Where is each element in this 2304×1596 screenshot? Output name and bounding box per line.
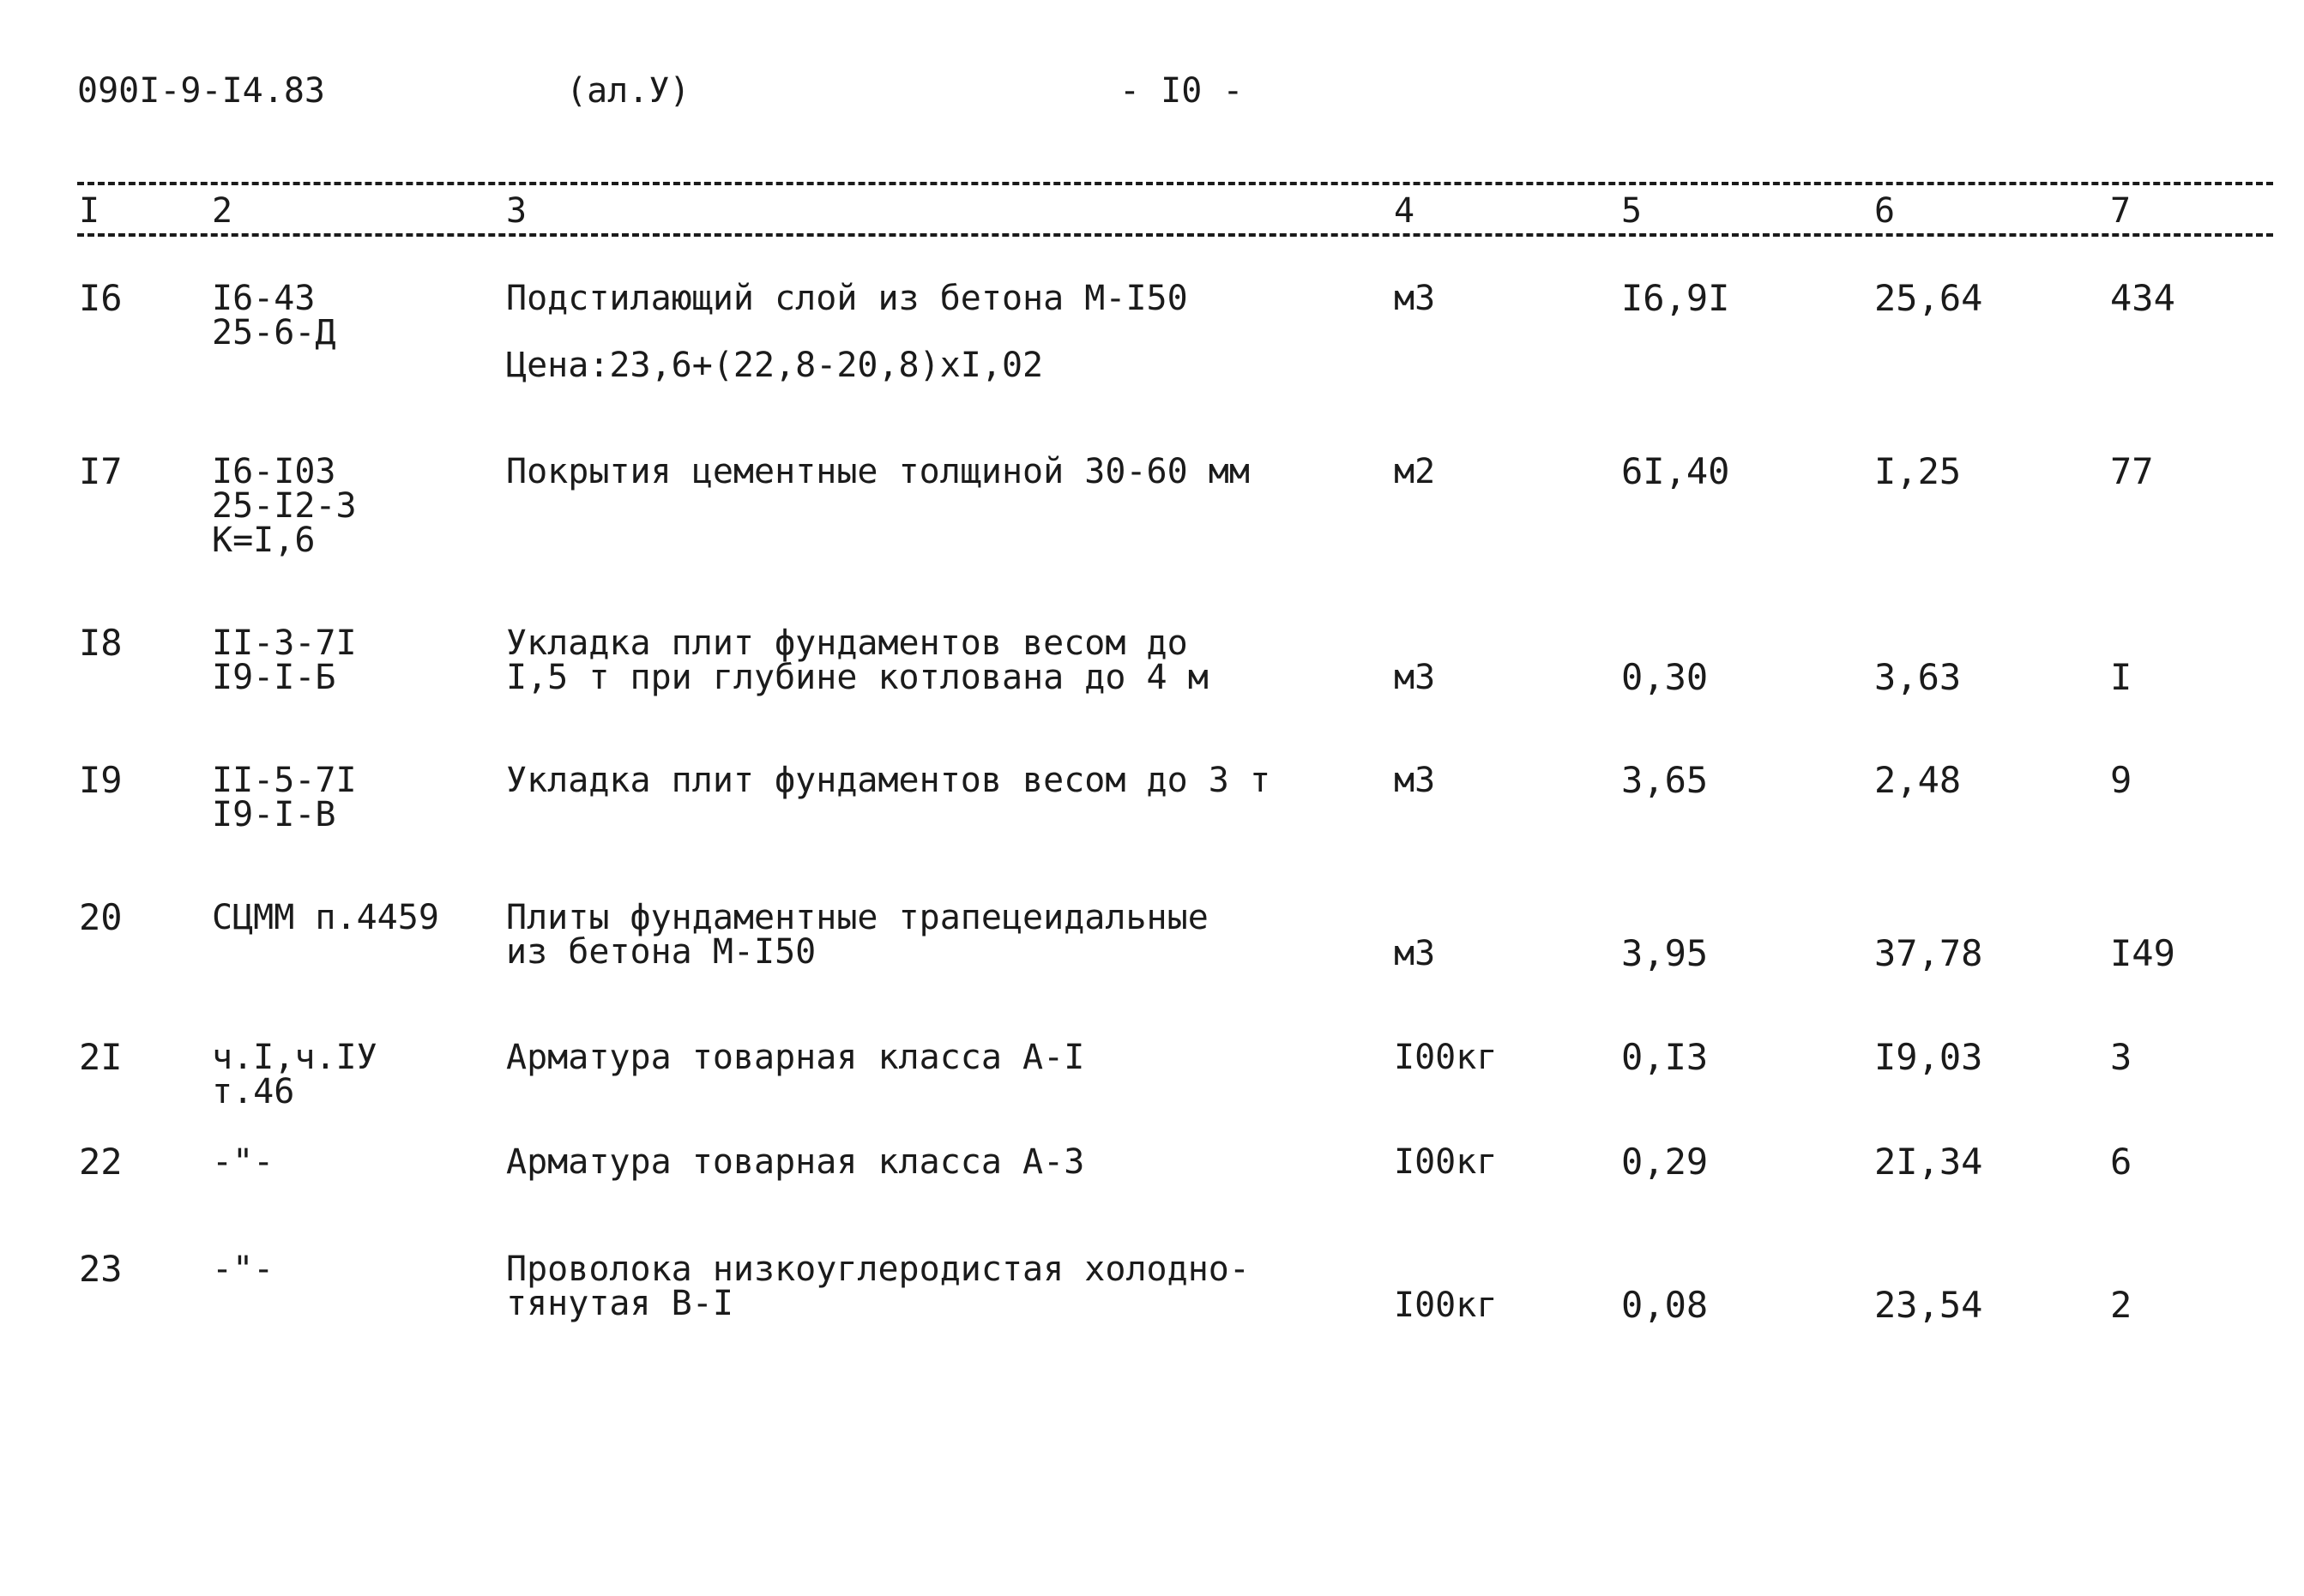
work-description: Арматура товарная класса А-I <box>506 1038 1085 1077</box>
total-cost: 9 <box>2110 759 2132 801</box>
unit-price: 23,54 <box>1874 1284 1983 1326</box>
row-number: 20 <box>79 896 123 938</box>
unit-price: 25,64 <box>1874 277 1983 319</box>
work-description: Плиты фундаментные трапецеидальные из бетона М-I50 <box>506 898 1209 972</box>
quantity: 6I,40 <box>1621 450 1730 492</box>
total-cost: 2 <box>2110 1284 2132 1326</box>
total-cost: 77 <box>2110 450 2154 492</box>
norm-code: I6-43 25-6-Д <box>212 279 336 352</box>
row-number: I7 <box>79 450 123 492</box>
quantity: 3,95 <box>1621 932 1709 974</box>
work-description: Арматура товарная класса А-3 <box>506 1142 1085 1182</box>
unit: м3 <box>1394 761 1436 800</box>
norm-code: II-5-7I I9-I-В <box>212 761 357 834</box>
norm-code: -"- <box>212 1142 274 1182</box>
unit: I00кг <box>1394 1142 1498 1182</box>
total-cost: 434 <box>2110 277 2175 319</box>
total-cost: 6 <box>2110 1141 2132 1183</box>
row-number: I8 <box>79 622 123 664</box>
work-description: Укладка плит фундаментов весом до I,5 т при глубине котлована до 4 м <box>506 623 1209 697</box>
row-number: 23 <box>79 1248 123 1290</box>
column-number-7: 7 <box>2110 191 2132 231</box>
column-number-5: 5 <box>1621 191 1643 231</box>
unit: м3 <box>1394 279 1436 318</box>
row-number: I6 <box>79 277 123 319</box>
work-description: Подстилающий слой из бетона М-I50 <box>506 279 1188 318</box>
unit: м3 <box>1394 934 1436 973</box>
work-description: Проволока низкоуглеродистая холодно- тянутая В-I <box>506 1250 1250 1323</box>
quantity: 3,65 <box>1621 759 1709 801</box>
quantity: 0,08 <box>1621 1284 1709 1326</box>
unit-price: I,25 <box>1874 450 1962 492</box>
page-number: - I0 - <box>1119 71 1244 111</box>
unit: м2 <box>1394 452 1436 491</box>
unit: м3 <box>1394 658 1436 697</box>
unit-price: 2I,34 <box>1874 1141 1983 1183</box>
quantity: I6,9I <box>1621 277 1730 319</box>
column-number-1: I <box>79 191 100 231</box>
quantity: 0,I3 <box>1621 1036 1709 1078</box>
column-number-4: 4 <box>1394 191 1415 231</box>
unit: I00кг <box>1394 1038 1498 1077</box>
column-number-3: 3 <box>506 191 528 231</box>
unit-price: 37,78 <box>1874 932 1983 974</box>
work-description: Покрытия цементные толщиной 30-60 мм <box>506 452 1250 491</box>
table-header-rule <box>77 233 2273 237</box>
row-number: I9 <box>79 759 123 801</box>
total-cost: 3 <box>2110 1036 2132 1078</box>
column-number-2: 2 <box>212 191 233 231</box>
norm-code: ч.I,ч.IУ т.46 <box>212 1038 377 1111</box>
norm-code: II-3-7I I9-I-Б <box>212 623 357 697</box>
unit-price: I9,03 <box>1874 1036 1983 1078</box>
table-top-rule <box>77 182 2273 185</box>
sheet-label: (ал.У) <box>566 71 691 111</box>
norm-code: СЦММ п.4459 <box>212 898 439 937</box>
quantity: 0,29 <box>1621 1141 1709 1183</box>
column-number-6: 6 <box>1874 191 1896 231</box>
document-code: 090I-9-I4.83 <box>77 71 325 111</box>
total-cost: I <box>2110 656 2132 698</box>
quantity: 0,30 <box>1621 656 1709 698</box>
row-number: 2I <box>79 1036 123 1078</box>
price-note: Цена:23,6+(22,8-20,8)хI,02 <box>506 346 1044 385</box>
row-number: 22 <box>79 1141 123 1183</box>
norm-code: -"- <box>212 1250 274 1289</box>
norm-code: I6-I03 25-I2-3 К=I,6 <box>212 452 357 560</box>
unit: I00кг <box>1394 1286 1498 1325</box>
total-cost: I49 <box>2110 932 2175 974</box>
unit-price: 2,48 <box>1874 759 1962 801</box>
work-description: Укладка плит фундаментов весом до 3 т <box>506 761 1271 800</box>
unit-price: 3,63 <box>1874 656 1962 698</box>
